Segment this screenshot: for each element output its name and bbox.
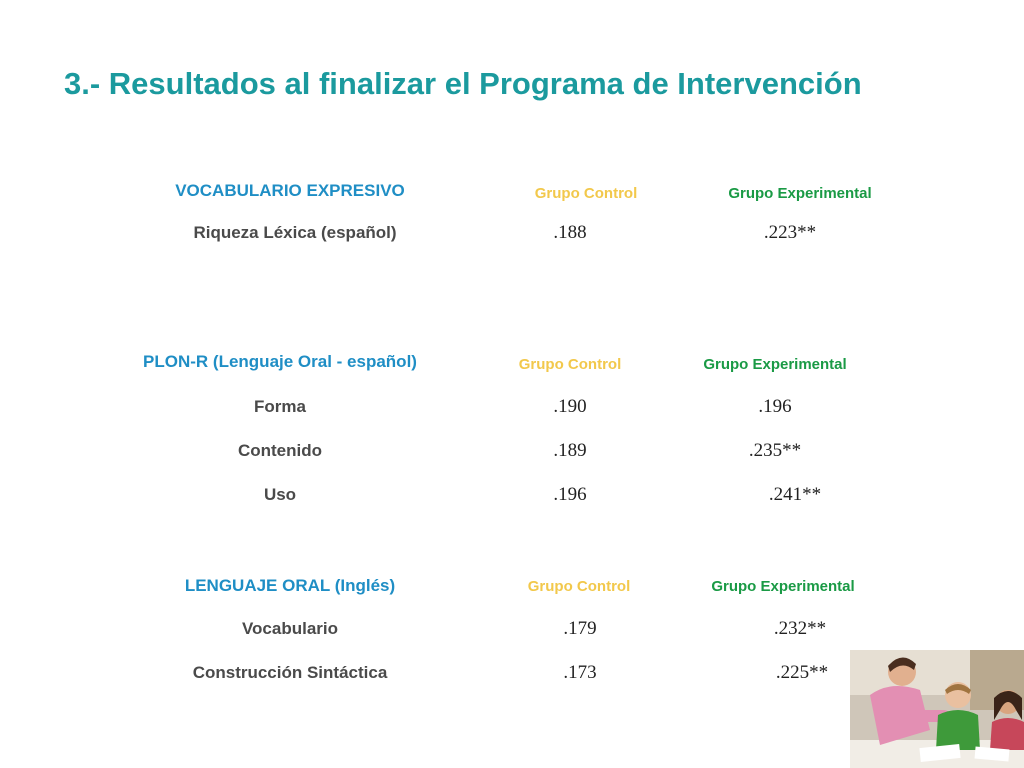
row-label: Uso [263,485,297,504]
section-heading-vocabulario: VOCABULARIO EXPRESIVO [175,181,405,200]
experimental-value: .241** [768,484,822,505]
control-value: .173 [563,662,597,683]
group-control-header: Grupo Control [534,185,638,202]
control-value: .188 [553,222,587,243]
group-experimental-header: Grupo Experimental [711,578,855,595]
group-experimental-header: Grupo Experimental [703,356,847,373]
section-heading-plon-r: PLON-R (Lenguaje Oral - español) [143,352,417,371]
slide-title: 3.- Resultados al finalizar el Programa de Intervención [64,66,862,101]
row-label: Vocabulario [241,619,339,638]
experimental-value: .223** [763,222,817,243]
group-control-header: Grupo Control [518,356,622,373]
row-label: Riqueza Léxica (español) [193,223,397,242]
section-heading-lenguaje-oral: LENGUAJE ORAL (Inglés) [184,576,396,595]
row-label: Construcción Sintáctica [192,663,388,682]
control-value: .189 [553,440,587,461]
row-label: Contenido [237,441,323,460]
group-experimental-header: Grupo Experimental [728,185,872,202]
experimental-value: .225** [775,662,829,683]
experimental-value: .235** [748,440,802,461]
classroom-photo [850,650,1024,768]
control-value: .179 [563,618,597,639]
control-value: .196 [553,484,587,505]
row-label: Forma [254,397,306,416]
group-control-header: Grupo Control [527,578,631,595]
experimental-value: .196 [758,396,792,417]
control-value: .190 [553,396,587,417]
experimental-value: .232** [773,618,827,639]
